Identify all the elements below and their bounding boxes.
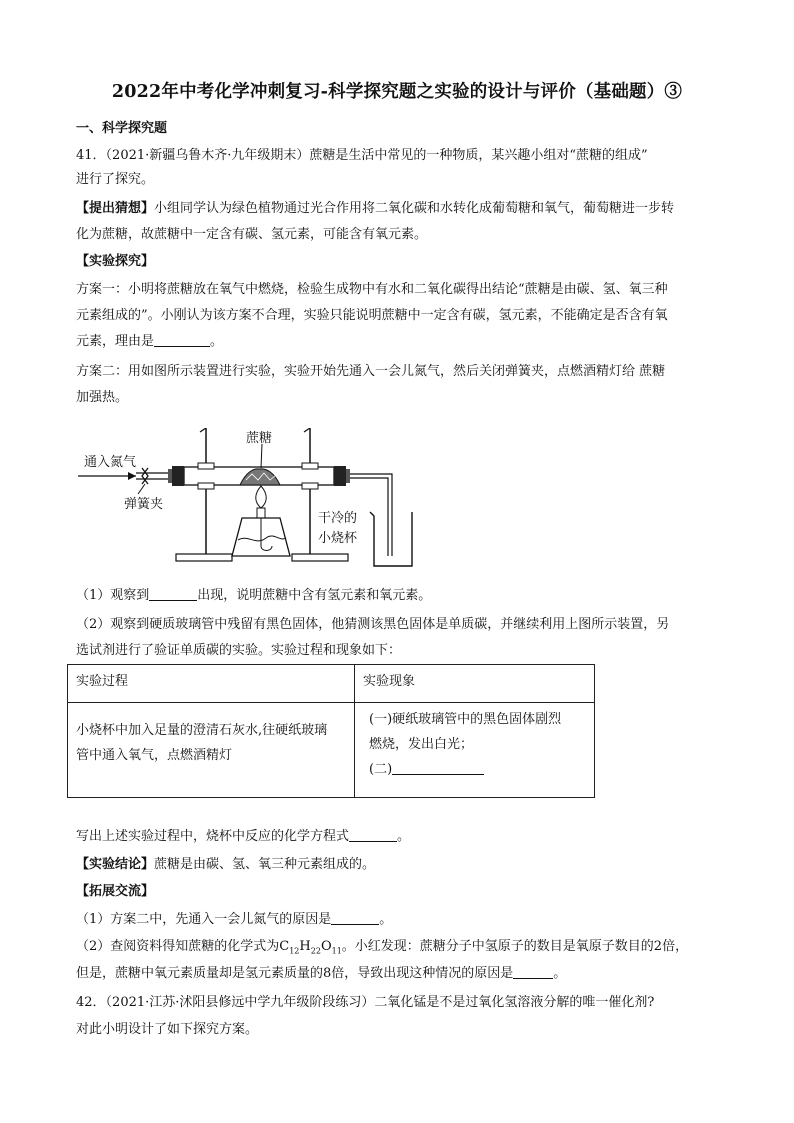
label-nitrogen-inlet: 通入氮气 [84, 455, 137, 470]
spring-clamp-symbol [142, 468, 148, 484]
right-stopper [334, 466, 346, 486]
q41-intro-line-1: 41．（2021·新疆乌鲁木齐·九年级期末）蔗糖是生活中常见的一种物质，某兴趣小组对“蔗糖的组成” [76, 148, 648, 163]
table-header-row [68, 665, 595, 703]
sub-question-1: （1）观察到 出现，说明蔗糖中含有氢元素和氧元素。 [76, 588, 432, 603]
label-spring-clamp: 弹簧夹 [124, 497, 164, 512]
sub-question-2-line-2: 选试剂进行了验证单质碳的实验。实验过程和现象如下： [76, 643, 402, 658]
plan2-line-1: 方案二：用如图所示装置进行实验，实验开始先通入一会儿氮气，然后关闭弹簧夹，点燃酒精灯给 蔗糖 [76, 364, 666, 379]
document-title: 2022年中考化学冲刺复习-科学探究题之实验的设计与评价（基础题）③ [111, 82, 683, 102]
conclusion-line: 【实验结论】蔗糖是由碳、氢、氧三种元素组成的。 [76, 857, 376, 872]
conclusion-label: 【实验结论】 [76, 857, 155, 872]
plan1-line-1: 方案一：小明将蔗糖放在氧气中燃烧，检验生成物中有水和二氧化碳得出结论“蔗糖是由碳、氢、氧三种 [76, 282, 668, 297]
q41-hypothesis-line-2: 化为蔗糖，故蔗糖中一定含有碳、氢元素，可能含有氧元素。 [76, 227, 428, 242]
equation-question: 写出上述实验过程中，烧杯中反应的化学方程式 。 [76, 829, 411, 844]
label-sucrose: 蔗糖 [246, 431, 273, 446]
beaker [370, 512, 412, 566]
answer-blank-nitrogen-reason[interactable] [331, 912, 379, 925]
plan1-line-3: 元素，理由是 。 [76, 334, 224, 349]
process-line-1: 小烧杯中加入足量的澄清石灰水,往硬纸玻璃 [76, 723, 328, 738]
header-process: 实验过程 [76, 674, 129, 689]
section-heading: 一、科学探究题 [76, 121, 168, 136]
extension-question-2-line-1: （2）查阅资料得知蔗糖的化学式为$C_{12}H_{22}O_{11}$。小红发现：蔗糖分子中氢原子的数目是氧原子数目的2倍， [76, 939, 689, 956]
explore-label: 【实验探究】 [76, 254, 155, 269]
answer-blank-mass-reason[interactable] [513, 966, 553, 979]
answer-blank-observation[interactable] [149, 588, 197, 601]
extension-question-2-line-2: 但是，蔗糖中氧元素质量却是氢元素质量的8倍，导致出现这种情况的原因是 。 [76, 966, 567, 981]
q41-hypothesis-line-1: 【提出猜想】小组同学认为绿色植物通过光合作用将二氧化碳和水转化成葡萄糖和氧气，葡萄糖进一步转 [76, 201, 675, 216]
answer-blank-phenomenon[interactable] [392, 762, 484, 775]
table-row [68, 703, 595, 798]
label-beaker-1: 干冷的 [318, 511, 358, 526]
apparatus-figure [76, 428, 416, 578]
experiment-table [67, 664, 595, 798]
header-phenomenon: 实验现象 [363, 674, 416, 689]
right-stand-base [292, 554, 348, 561]
plan2-line-2: 加强热。 [76, 390, 129, 405]
hypothesis-label: 【提出猜想】 [76, 201, 155, 216]
q42-line-1: 42．（2021·江苏·沭阳县修远中学九年级阶段练习）二氧化锰是不是过氧化氢溶液分解的唯一催化剂? [76, 995, 655, 1010]
phenomenon-line-2: 燃烧，发出白光； [369, 737, 474, 752]
phenomenon-line-1: (一)硬纸玻璃管中的黑色固体剧烈 [369, 712, 562, 727]
answer-blank-reason[interactable] [154, 334, 210, 347]
sub-question-2-line-1: （2）观察到硬质玻璃管中残留有黑色固体，他猜测该黑色固体是单质碳，并继续利用上图所示装置，另 [76, 617, 670, 632]
process-line-2: 管中通入氧气，点燃酒精灯 [76, 748, 233, 763]
left-stand-base [176, 554, 232, 561]
phenomenon-line-3: (二) [369, 757, 586, 782]
extension-label: 【拓展交流】 [76, 884, 155, 899]
left-stopper [172, 466, 184, 486]
q42-line-2: 对此小明设计了如下探究方案。 [76, 1022, 259, 1037]
extension-question-1: （1）方案二中，先通入一会儿氮气的原因是 。 [76, 912, 393, 927]
plan1-line-2: 元素组成的”。小刚认为该方案不合理，实验只能说明蔗糖中一定含有碳，氢元素，不能确定是否含有氧 [76, 308, 668, 323]
flame [256, 486, 267, 508]
label-beaker-2: 小烧杯 [318, 531, 358, 546]
answer-blank-equation[interactable] [349, 829, 397, 842]
q41-intro-line-2: 进行了探究。 [76, 172, 155, 187]
